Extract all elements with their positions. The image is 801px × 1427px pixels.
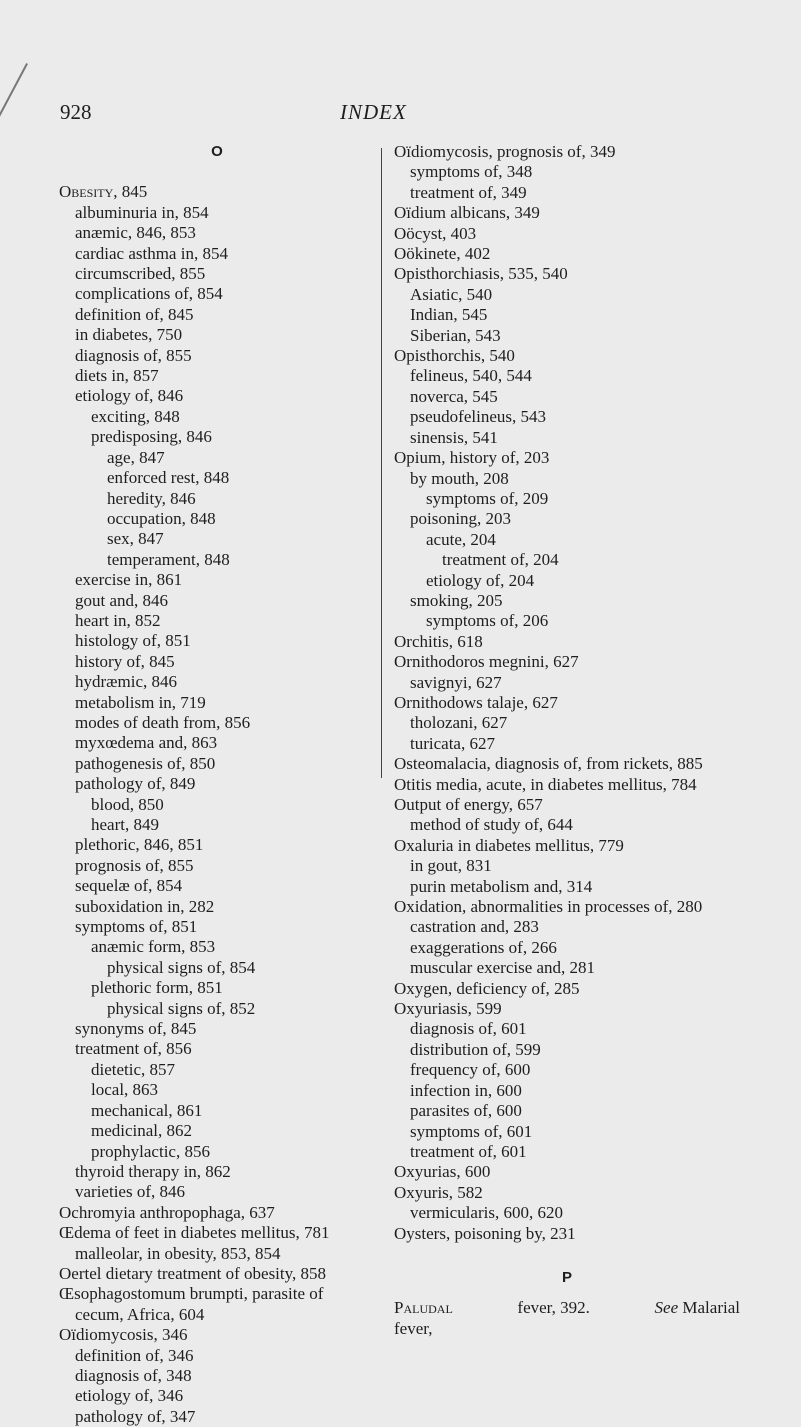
index-entry: exciting, 848 [91,406,180,426]
index-entry: Opisthorchis, 540 [394,346,515,366]
index-entry: poisoning, 203 [410,509,512,529]
index-entry: symptoms of, 601 [410,1121,533,1141]
index-entry: infection in, 600 [410,1080,522,1100]
index-entry: Oysters, poisoning by, 231 [394,1223,576,1243]
index-entry-paludal [394,1298,740,1318]
left-entries [59,182,375,1427]
entry-rest: , 845 [113,182,148,202]
index-entry: Asiatic, 540 [410,284,493,304]
index-entry: Oöcyst, 403 [394,223,477,243]
index-entry: in gout, 831 [410,856,492,876]
index-entry: Oïdiomycosis, 346 [59,1325,188,1345]
index-entry: in diabetes, 750 [75,325,183,345]
index-entry: Opium, history of, 203 [394,448,550,468]
index-entry: Siberian, 543 [410,325,501,345]
index-entry: definition of, 346 [75,1345,194,1365]
index-entry [59,182,375,202]
index-entry: anæmic form, 853 [91,937,216,957]
index-entry: sex, 847 [107,529,164,549]
index-entry: treatment of, 856 [75,1039,192,1059]
index-entry: muscular exercise and, 281 [410,958,596,978]
index-entry: Ornithodoros megnini, 627 [394,652,579,672]
index-entry: heart in, 852 [75,610,161,630]
index-entry: savignyi, 627 [410,672,502,692]
index-entry: medicinal, 862 [91,1121,193,1141]
index-entry: vermicularis, 600, 620 [410,1203,563,1223]
index-entry: Oxygen, deficiency of, 285 [394,978,580,998]
index-entry: parasites of, 600 [410,1101,522,1121]
index-entry: pathology of, 849 [75,774,196,794]
entry-head: Obesity [59,182,114,202]
running-head: INDEX [340,100,407,124]
paludal-head: Paludal [394,1298,453,1318]
index-entry: gout and, 846 [75,590,169,610]
index-entry: anæmic, 846, 853 [75,223,196,243]
index-entry: symptoms of, 851 [75,917,198,937]
index-entry: Oxidation, abnormalities in processes of, 280 [394,897,703,917]
index-entry: Otitis media, acute, in diabetes mellitus, 784 [394,774,697,794]
index-entry: etiology of, 204 [426,570,535,590]
index-entry: smoking, 205 [410,590,503,610]
index-entry: mechanical, 861 [91,1100,203,1120]
index-entry: Œsophagostomum brumpti, parasite of cecum, Africa, 604 [59,1284,324,1324]
index-entry: symptoms of, 348 [410,162,533,182]
margin-pencil-mark [0,63,28,117]
index-entry: Osteomalacia, diagnosis of, from rickets, 885 [394,754,703,774]
index-entry: dietetic, 857 [91,1059,176,1079]
index-entry: complications of, 854 [75,284,223,304]
index-entry: Oïdium albicans, 349 [394,203,540,223]
index-entry: plethoric form, 851 [91,978,223,998]
index-entry: malleolar, in obesity, 853, 854 [75,1243,281,1263]
index-entry: treatment of, 204 [442,550,559,570]
index-entry: noverca, 545 [410,386,498,406]
index-entry: pseudofelineus, 543 [410,407,546,427]
right-column [394,142,740,1339]
index-entry: exercise in, 861 [75,570,183,590]
index-entry: metabolism in, 719 [75,692,206,712]
index-entry: plethoric, 846, 851 [75,835,204,855]
index-entry: symptoms of, 206 [426,611,549,631]
index-entry: Output of energy, 657 [394,795,543,814]
index-entry: suboxidation in, 282 [75,896,215,916]
index-entry: synonyms of, 845 [75,1019,197,1039]
index-entry: diagnosis of, 855 [75,345,192,365]
index-entry: history of, 845 [75,651,175,671]
index-entry: Oxaluria in diabetes mellitus, 779 [394,835,624,855]
index-entry: etiology of, 346 [75,1386,184,1406]
index-entry: etiology of, 846 [75,386,184,406]
index-entry: Oertel dietary treatment of obesity, 858 [59,1263,327,1283]
index-entry: Ornithodows talaje, 627 [394,692,558,712]
index-entry: occupation, 848 [107,508,216,528]
index-entry: tholozani, 627 [410,713,508,733]
index-entry: heredity, 846 [107,488,196,508]
index-entry: thyroid therapy in, 862 [75,1161,231,1181]
index-entry: varieties of, 846 [75,1182,185,1202]
index-entry: Oxyurias, 600 [394,1162,491,1182]
index-entry: sequelæ of, 854 [75,876,183,896]
index-entry: pathogenesis of, 850 [75,753,216,773]
index-entry: enforced rest, 848 [107,468,230,488]
index-entry: blood, 850 [91,794,164,814]
index-entry: method of study of, 644 [410,815,573,835]
index-entry: prophylactic, 856 [91,1141,210,1161]
index-entry: Œdema of feet in diabetes mellitus, 781 [59,1223,330,1243]
index-entry: diagnosis of, 348 [75,1365,192,1385]
see-target: Malarial [682,1298,740,1318]
index-entry: pathology of, 347 [75,1406,196,1426]
paludal-middle: fever, 392. [517,1298,590,1318]
index-entry: Oxyuris, 582 [394,1182,483,1202]
index-entry: Orchitis, 618 [394,631,483,651]
index-entry: diets in, 857 [75,366,159,386]
left-column [59,142,375,1427]
index-entry: exaggerations of, 266 [410,937,557,957]
index-entry: histology of, 851 [75,631,191,651]
index-entry: heart, 849 [91,815,159,834]
index-entry: purin metabolism and, 314 [410,876,593,896]
index-entry: acute, 204 [426,529,496,549]
index-entry: prognosis of, 855 [75,855,194,875]
index-entry: treatment of, 601 [410,1141,527,1161]
index-entry: Oïdiomycosis, prognosis of, 349 [394,142,616,161]
index-entry: Opisthorchiasis, 535, 540 [394,264,568,284]
index-entry: temperament, 848 [107,549,230,569]
see-reference: See [654,1298,679,1318]
index-entry: distribution of, 599 [410,1039,541,1059]
index-entry: cardiac asthma in, 854 [75,243,228,263]
index-entry: local, 863 [91,1080,159,1100]
index-entry: albuminuria in, 854 [75,202,209,222]
index-entry: hydræmic, 846 [75,672,177,692]
index-entry: Indian, 545 [410,305,488,325]
index-entry: diagnosis of, 601 [410,1019,527,1039]
index-entry: treatment of, 349 [410,182,527,202]
index-entry: Oxyuriasis, 599 [394,999,502,1019]
index-entry: age, 847 [107,447,165,467]
index-entry: sinensis, 541 [410,427,498,447]
index-entry: castration and, 283 [410,917,539,937]
section-letter-o: O [211,143,223,160]
index-entry: myxœdema and, 863 [75,733,218,753]
index-entry: physical signs of, 854 [107,957,256,977]
index-entry: Oökinete, 402 [394,244,491,264]
index-entry: turicata, 627 [410,733,495,753]
paludal-continuation: fever, [394,1318,433,1338]
index-entry: physical signs of, 852 [107,998,256,1018]
index-entry: definition of, 845 [75,304,194,324]
index-entry: by mouth, 208 [410,468,509,488]
index-entry: circumscribed, 855 [75,264,206,284]
page-number: 928 [60,100,92,124]
index-entry: Ochromyia anthropophaga, 637 [59,1202,275,1222]
index-entry: symptoms of, 209 [426,488,549,508]
index-entry: felineus, 540, 544 [410,366,532,386]
column-divider [381,148,382,778]
index-entry: predisposing, 846 [91,427,212,447]
index-entry: frequency of, 600 [410,1060,531,1080]
index-entry: modes of death from, 856 [75,712,251,732]
section-letter-p: P [561,1268,572,1286]
right-entries [394,142,740,1244]
